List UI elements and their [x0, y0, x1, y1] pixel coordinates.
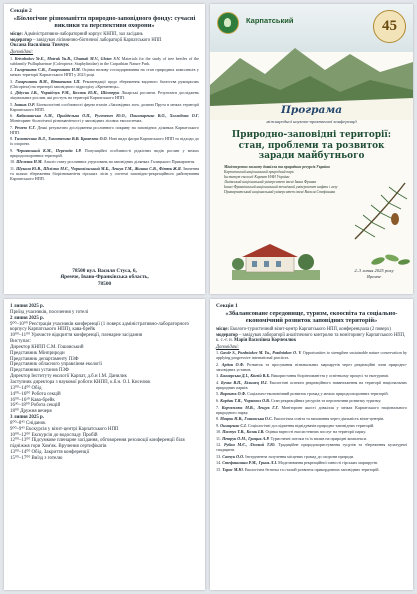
schedule-line: 10⁰⁰–12⁰⁰ Екскурсія до водоспаду Пробій — [10, 432, 98, 438]
report-item: 4. Бучко В.П., Білинец Н.І. Екологічні аспекти рекреаційного навантаження на території національних природних парків. — [216, 379, 407, 390]
conference-title: Природно-заповідні території: стан, проблеми та розвиток заради майбутнього — [231, 130, 392, 162]
section1-label: Секція 1 — [216, 303, 238, 309]
report-item: 9. Чернявський К.М., Пересада І.Р. Популяційні особливості рідкісних видів рослин у межах природоохоронних територій. — [10, 147, 199, 158]
address-block: 78500 вул. Василя Стуса, 6, Яремче, Івано-Франківська область, 78500 — [60, 268, 149, 287]
schedule-line: 9⁰⁰–10⁰⁰ Реєстрація учасників конференції (1 поверх адміністративно-лабораторного корпусу Карпатського НПП), кава-брейк — [10, 321, 189, 333]
schedule-line: Директор КНПП С.М. Гошовський — [10, 344, 84, 350]
report-item: 15. Тарас М.Ю. Екологічна безпека та сталий розвиток прикордонних заповідних територій. — [216, 466, 380, 472]
schedule-line: Виступає: — [10, 339, 32, 345]
report-item: 8. Тимотеєнко В.Л., Тимотеєнко В.В. Кравелюк О.О. Нові види флори Карпатського НПП та підходи до їх охорони. — [10, 136, 199, 147]
report-item: 5. Іваник О.Р. Біоекологічні особливості фауни птахів «Заповідних зон» долини Прута в межах території Карпатського НПП. — [10, 101, 199, 112]
schedule-line: 10⁰⁰–11⁰⁰ Урочисте відкриття конференції, пленарне засідання — [10, 333, 143, 339]
schedule-line: Представник департаменту ПЗФ — [10, 356, 79, 362]
section2-venue: місце: Адміністративно-лабораторний корпус КНПП, зал засідань — [10, 31, 143, 37]
schedule-line: Представник обласного управління екології — [10, 362, 103, 368]
report-item: 14. Стефанишин Р.М., Гринь Л.І. Моделювання рекреаційної ємності гірських маршрутів. — [216, 460, 379, 466]
schedule-line: 15⁰⁰–17⁰⁰ Виїзд з готелю — [10, 455, 63, 461]
report-item: 13. Савчук О.О. Інструменти залучення місцевих громад до охорони природи. — [216, 453, 355, 459]
report-item: 6. Кабашанська А.М., Прийдельна О.П., Ругачевич Ю.О., Пономаренко В.О., Холмідова О.Г. Моніторинг біологічної різноманітності у заповідних лісових екосистемах. — [10, 113, 199, 124]
schedule-line: 9⁰⁰–9⁴⁵ Екскурсія у візит-центрі Карпатського НПП — [10, 426, 119, 432]
schedule-line: Заступник директора з наукової роботи КНПП, к.б.н. О.І. Киселюк — [10, 379, 151, 385]
report-item: 10. Пастух Т.В., Козак І.В. Оцінка вартості екосистемних послуг на території парку. — [216, 429, 367, 435]
schedule-line: Приїзд учасників, поселення у готелі — [10, 309, 89, 315]
section2-page — [4, 4, 205, 294]
section1-heading: «Збалансоване середовище, туризм, екоосвіта та соціально-економічний розвиток заповідних територій» — [225, 310, 398, 325]
park-brand: Карпатський — [246, 16, 294, 25]
section1-report-list — [216, 351, 407, 472]
schedule-line: 3 липня 2025 р. — [10, 415, 45, 421]
schedule-line: 13⁰⁰–14⁰⁰ Обід. Закриття конференції — [10, 450, 90, 456]
conference-dates: 2–3 липня 2025 року Яремче — [354, 268, 394, 279]
leaves-decoration — [368, 249, 413, 269]
report-item: 10. Шелевак Н.М. Аналіз стану рослинних угруповань на заповідних ділянках Галицького Прикарпаття. — [10, 159, 196, 165]
section2-report-list — [10, 57, 199, 182]
pine-branch-illustration — [345, 179, 411, 245]
park-logo — [217, 12, 239, 34]
section1-page — [210, 299, 413, 590]
building-illustration — [232, 240, 320, 280]
schedule-line: 2 липня 2025 р. — [10, 315, 45, 321]
schedule-line: 18⁰⁰ Дружня вечеря — [10, 409, 52, 415]
report-item: 2. Гагарчинюк С.В., Гагарчинюк Н.М. Оцінка впливу господарювання на стан природних комплексів у межах території Карпатського НПП у 2023 році. — [10, 67, 199, 78]
report-item: 1. Krivobokov Ye.E., Motruk Yu.B., Chumak M.V., Glotov S.V. Materials for the study of tree beetles of the subfamily Psilluphaeinae (Coleoptera: Staphylinidae) in the Carpathian Nature Park. — [10, 55, 199, 66]
section2-chair: Оксана Василівна Тимчук — [10, 43, 69, 49]
report-item: 12. Рубан М.Є., Лісовий Т.Ю. Традиційне природокористування гуцулів та збереження культурної спадщини. — [216, 442, 407, 453]
report-item: 2. Ардан О.Ф. Розвиток та просування пізнавальних маршрутів через рекреаційні зони природно-заповідних установ. — [216, 361, 407, 372]
anniversary-badge: 45 — [373, 10, 406, 43]
report-item: 4. Дідусик І.В., Чорнійчук Р.М., Козлюк Ю.Н., Шістерук Лікарські рослини. Результати досліджень лікувальних рослин, які ростуть на території Карпатського НПП. — [10, 90, 199, 101]
schedule-list — [10, 304, 199, 462]
report-item: 7. Ремезо Є.Г. Деякі результати дослідження рослинного покриву на заповідних ділянках Карпатського НПП. — [10, 124, 199, 135]
section2-reports-title: Доповідачі: — [10, 50, 34, 56]
section2-heading: «Біологічне різноманіття природно-заповідного фонду: сучасні виклики та перспективи охорони» — [13, 15, 196, 30]
report-item: 11. Шукала Ю.В., Шілімко М.Є., Чорновільський М.Б., Лешук Т.М., Жишко С.В., Фітюк Ж.Я. Значення та шляхи збереження біорізноманіття гірських лісів у системі заповідно-рекреаційного районування Карпатського НПП. — [10, 165, 199, 181]
report-item: 3. Багнярська Д.І., Кінзій В.Б. Використання біорізноманіття у освітньому процесі та екотуризмі. — [216, 373, 390, 379]
organizers-list: Міністерство захисту довкілля та природних ресурсів України Карпатський національний природний парк Інститут екології Карпат НАН України Львівський національний університет імені Івана Франка Івано-Франківський національний технічний університет нафти і газу Прикарпатський національний університет імені Василя Стефаника — [224, 165, 338, 194]
section2-moderator: модератор – завідувач лісівнично-біотичної лабораторії Карпатського НПП — [10, 37, 162, 43]
schedule-line: 13⁰⁰–14⁰⁰ Обід — [10, 385, 42, 391]
cover-page — [210, 4, 413, 294]
report-item: 6. Кордан Т.Я., Чорновол О.В. Стан рекреаційних ресурсів та перспективи розвитку туризму. — [216, 398, 382, 404]
section1-moderator: модератор – завідувач лабораторії аналітичного контролю та моніторингу Карпатського НПП, к. с.-г. н. Марія Василівна Корчемлюк — [216, 332, 406, 344]
section2-label: Секція 2 — [10, 8, 32, 14]
report-item: 8. Мацюк Н.В., Гошовська О.С. Екологічна освіта та виховання через діяльність візит-центрів. — [216, 416, 385, 422]
section1-venue: місце: Еколого-туристичний візит-центр Карпатського НПП, конференцзала (2 поверх) — [216, 326, 391, 332]
report-item: 5. Воронюк О.Ф. Соціально-економічний розвиток громад у межах природоохоронних територій. — [216, 391, 389, 397]
schedule-line: 16⁰⁰–16³⁰ Кава-брейк — [10, 397, 55, 403]
report-item: 1. Gawle S., Pozdniakov M. Yu., Pozdniakov O. V. Opportunities to strengthen sustainable nature conservation by applying progressive international practices. — [216, 350, 407, 361]
schedule-line: 14⁰⁰–16⁰⁰ Робота секцій — [10, 391, 61, 397]
program-title: Програма — [280, 104, 343, 116]
section1-reports-title: Доповідачі: — [216, 344, 240, 350]
schedule-page — [4, 299, 205, 590]
report-item: 11. Петрук О.М., Грицик А.Р. Туристичні потоки та їх вплив на природні комплекси. — [216, 435, 368, 441]
schedule-line: 16³⁰–18⁰⁰ Робота секцій — [10, 403, 61, 409]
schedule-line: Представники установ ПЗФ — [10, 368, 69, 374]
report-item: 7. Корчемлюк М.В., Лещук Г.Г. Моніторинг якості довкілля у межах Карпатського національного природного парку. — [216, 404, 408, 415]
schedule-line: Представник Мінприроди — [10, 350, 65, 356]
schedule-line: 1 липня 2025 р. — [10, 304, 45, 309]
report-item: 9. Онищенко С.І. Соціологічні дослідження відвідувачів природно-заповідних територій. — [216, 422, 375, 428]
schedule-line: 12⁰⁰–13⁰⁰ Підсумкове пленарне засідання, обговорення резолюції конференції біля підніжжя гори Хом'як. Вручення сертифікатів — [10, 438, 185, 450]
program-subtitle: міжнародної науково-практичної конференції — [266, 119, 357, 124]
report-item: 3. Гагарчинюк В.М., Віткачнюк І.П. Рекомендації щодо збереження видового багатства рукокрилих (Chiroptera) на території заповідного підрозділу «Кременець». — [10, 78, 199, 89]
schedule-line: 8⁰⁰–8⁴⁵ Сніданок — [10, 420, 46, 426]
schedule-line: Директор Інституту екології Карпат, д.б.н І.М. Данилик — [10, 374, 127, 380]
